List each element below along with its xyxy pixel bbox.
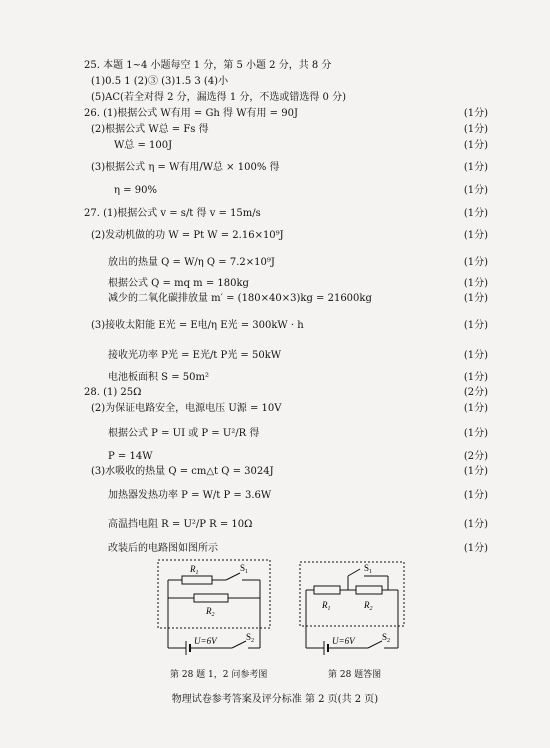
- q28-part2-text: (2)为保证电路安全，电源电压 U源 = 10V: [91, 403, 282, 414]
- q27-co2-text: 减少的二氧化碳排放量 m′ = (180×40×3)kg = 21600kg: [108, 293, 372, 304]
- q28-formula-score: (1分): [463, 428, 488, 439]
- s1-label: $S_1$: [240, 563, 249, 575]
- q27-part3: [0, 317, 550, 335]
- resistor-r1: [314, 586, 340, 594]
- q26-part1-text: 26. (1)根据公式 W有用 = Gh 得 W有用 = 90J: [84, 108, 298, 119]
- q28-part1-text: 28. (1) 25Ω: [84, 387, 142, 398]
- q27-area-score: (1分): [463, 372, 488, 383]
- q26-part3-score: (1分): [463, 162, 488, 173]
- switch-s2: [232, 641, 246, 648]
- q27-co2: [0, 290, 550, 308]
- q25-header-text: 25. 本题 1~4 小题每空 1 分，第 5 小题 2 分，共 8 分: [84, 60, 332, 71]
- q28-resistance-score: (1分): [463, 519, 488, 530]
- q27-mass-text: 根据公式 Q = mq m = 180kg: [108, 278, 249, 289]
- caption-right: 第 28 题答图: [328, 670, 382, 680]
- q28-heater-power: [0, 487, 550, 505]
- q28-part1-score: (2分): [463, 387, 488, 398]
- q27-part2-text: (2)发动机做的功 W = Pt W = 2.16×10⁹J: [91, 230, 284, 241]
- voltage-label: U=6V: [194, 636, 217, 646]
- q28-formula-text: 根据公式 P = UI 或 P = U²/R 得: [108, 428, 260, 439]
- r1-label: $R_1$: [190, 564, 199, 576]
- q27-part2: [0, 227, 550, 245]
- page-footer: 物理试卷参考答案及评分标准 第 2 页(共 2 页): [171, 694, 379, 705]
- q27-light-power-score: (1分): [463, 350, 488, 361]
- q28-power-score: (2分): [463, 451, 488, 462]
- q27-area-text: 电池板面积 S = 50m²: [108, 372, 209, 383]
- q27-heat-score: (1分): [463, 257, 488, 268]
- s1-label: $S_1$: [364, 563, 373, 575]
- q26-part3-result: [0, 182, 550, 200]
- q28-part2: [0, 400, 550, 418]
- resistor-r2: [194, 594, 228, 602]
- q26-part2-result: [0, 137, 550, 155]
- voltage-label: U=6V: [332, 636, 355, 646]
- q27-part1: [0, 205, 550, 223]
- switch-s1: [348, 569, 360, 576]
- q28-resistance-text: 高温挡电阻 R = U²/P R = 10Ω: [108, 519, 253, 530]
- circuit-diagram-answer: [292, 558, 412, 666]
- q28-heater-power-text: 加热器发热功率 P = W/t P = 3.6W: [108, 490, 272, 501]
- q28-formula: [0, 425, 550, 443]
- q28-circuit-note-text: 改装后的电路图如图所示: [108, 543, 218, 554]
- r1-label: $R_1$: [322, 600, 331, 612]
- q28-part2-score: (1分): [463, 403, 488, 414]
- s2-label: $S_2$: [382, 632, 391, 644]
- s2-label: $S_2$: [246, 632, 255, 644]
- q28-resistance: [0, 516, 550, 534]
- q26-part1-score: (1分): [463, 108, 488, 119]
- q28-power-text: P = 14W: [108, 451, 153, 462]
- resistor-r2: [356, 586, 382, 594]
- caption-left: 第 28 题 1，2 问参考图: [170, 670, 268, 680]
- q27-part2-score: (1分): [463, 230, 488, 241]
- q26-part2-text: (2)根据公式 W总 = Fs 得: [91, 124, 209, 135]
- q26-part3-result-text: η = 90%: [114, 185, 157, 196]
- q27-heat: [0, 254, 550, 272]
- switch-s1: [226, 573, 240, 580]
- q26-part2-score: (1分): [463, 124, 488, 135]
- q27-heat-text: 放出的热量 Q = W/η Q = 7.2×10⁹J: [108, 257, 275, 268]
- q26-part3-text: (3)根据公式 η = W有用/W总 × 100% 得: [91, 162, 280, 173]
- q27-light-power-text: 接收光功率 P光 = E光/t P光 = 50kW: [108, 350, 282, 361]
- q27-part1-text: 27. (1)根据公式 v = s/t 得 v = 15m/s: [84, 208, 261, 219]
- q28-heater-power-score: (1分): [463, 490, 488, 501]
- r2-label: $R_2$: [364, 600, 373, 612]
- q25-part5-text: (5)AC(若全对得 2 分，漏选得 1 分，不选或错选得 0 分): [91, 92, 346, 103]
- q28-part3-text: (3)水吸收的热量 Q = cm△t Q = 3024J: [91, 466, 274, 477]
- switch-s2: [368, 641, 382, 648]
- q27-light-power: [0, 347, 550, 365]
- q27-part1-score: (1分): [463, 208, 488, 219]
- r2-label: $R_2$: [206, 606, 215, 618]
- circuit-diagram-reference: [150, 556, 280, 666]
- q27-part3-text: (3)接收太阳能 E光 = E电/η E光 = 300kW · h: [91, 320, 304, 331]
- q25-answers-text: (1)0.5 1 (2)③ (3)1.5 3 (4)小: [91, 76, 229, 87]
- q28-part3: [0, 463, 550, 481]
- q27-co2-score: (1分): [463, 293, 488, 304]
- q26-part3-result-score: (1分): [463, 185, 488, 196]
- q27-mass-score: (1分): [463, 278, 488, 289]
- resistor-r1: [182, 576, 212, 584]
- q27-part3-score: (1分): [463, 320, 488, 331]
- q28-part3-score: (1分): [463, 466, 488, 477]
- q26-part2-result-score: (1分): [463, 140, 488, 151]
- q26-part3: [0, 159, 550, 177]
- q26-part2-result-text: W总 = 100J: [114, 140, 173, 151]
- q28-circuit-note-score: (1分): [463, 543, 488, 554]
